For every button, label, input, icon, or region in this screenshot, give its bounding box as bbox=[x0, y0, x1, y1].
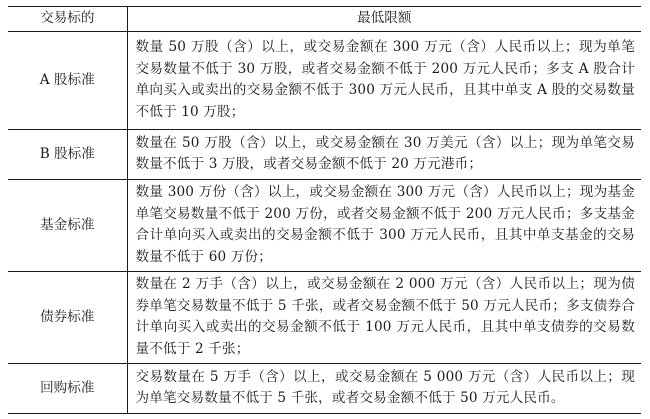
row-text-bond: 数量在 2 万手（含）以上，或交易金额在 2 000 万元（含）人民币以上；现为债券单笔交易数量不低于 5 千张，或者交易金额不低于 50 万元人民币；多支债券合计单向买入或卖出的交易金额不低于 100 万元人民币，且其中单支债券的交易数量不低于 2 千张； bbox=[127, 272, 641, 364]
table-row-fund bbox=[8, 180, 641, 272]
table-header-row bbox=[8, 7, 641, 32]
header-minimum-limit: 最低限额 bbox=[127, 7, 641, 32]
row-text-a-share: 数量 50 万股（含）以上，或交易金额在 300 万元（含）人民币以上；现为单笔交易数量不低于 30 万股，或者交易金额不低于 200 万元人民币；多支 A 股合计单向买入或卖出的交易金额不低于 300 万元人民币，且其中单支 A 股的交易数量不低于 10 万股； bbox=[127, 32, 641, 130]
row-label-fund: 基金标准 bbox=[8, 180, 127, 272]
table-row-a-share bbox=[8, 32, 641, 130]
block-trade-limit-table bbox=[8, 6, 641, 414]
table-row-b-share bbox=[8, 130, 641, 180]
row-label-repo: 回购标准 bbox=[8, 364, 127, 414]
row-label-b-share: B 股标准 bbox=[8, 130, 127, 180]
row-label-a-share: A 股标准 bbox=[8, 32, 127, 130]
table-row-repo bbox=[8, 364, 641, 414]
row-text-repo: 交易数量在 5 万手（含）以上，或交易金额在 5 000 万元（含）人民币以上；现为单笔交易数量不低于 5 千张，或者交易金额不低于 50 万元人民币。 bbox=[135, 368, 635, 406]
row-label-bond: 债券标准 bbox=[8, 272, 127, 364]
header-trading-subject: 交易标的 bbox=[8, 7, 127, 32]
table-row-bond bbox=[8, 272, 641, 364]
row-text-fund: 数量 300 万份（含）以上，或交易金额在 300 万元（含）人民币以上；现为基金单笔交易数量不低于 200 万份，或者交易金额不低于 200 万元人民币；多支基金合计单向买入或卖出的交易金额不低于 300 万元人民币，且其中单支基金的交易数量不低于 60 万份； bbox=[127, 180, 641, 272]
row-text-b-share: 数量在 50 万股（含）以上，或交易金额在 30 万美元（含）以上；现为单笔交易数量不低于 3 万股，或者交易金额不低于 20 万元港币； bbox=[127, 130, 641, 180]
